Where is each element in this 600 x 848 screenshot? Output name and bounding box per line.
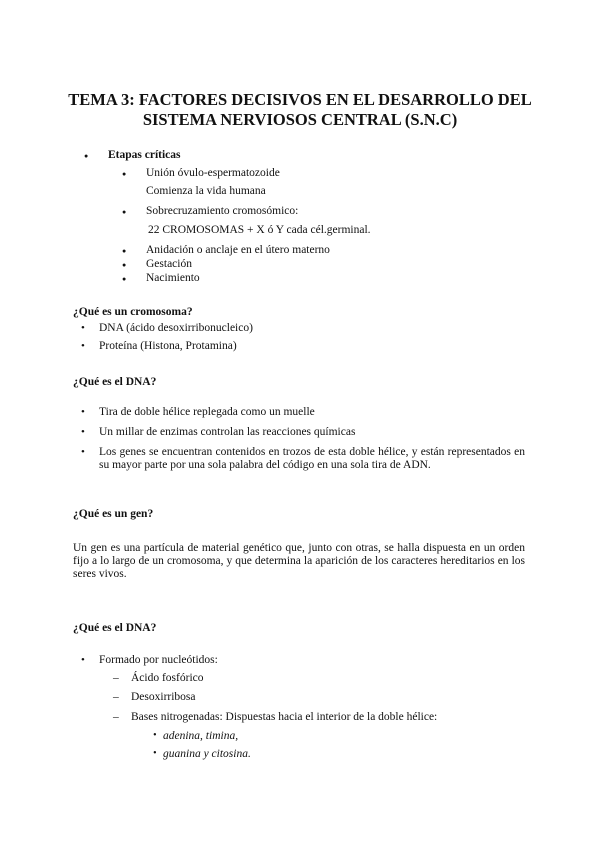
dna-item: • Un millar de enzimas controlan las reacciones químicas: [99, 426, 355, 438]
etapa-item: ● Gestación: [146, 258, 192, 270]
page-title-line2: SISTEMA NERVIOSOS CENTRAL (S.N.C): [142, 110, 458, 129]
dna-heading-2: ¿Qué es el DNA?: [73, 622, 157, 634]
dna2-subitem: – Bases nitrogenadas: Dispuestas hacia el interior de la doble hélice:: [131, 711, 437, 723]
etapas-heading: ● Etapas críticas: [108, 149, 181, 161]
etapa-item: ● Unión óvulo-espermatozoide: [146, 167, 280, 179]
dna-item: • Tira de doble hélice replegada como un muelle: [99, 406, 315, 418]
gen-paragraph: Un gen es una partícula de material genético que, junto con otras, se halla dispuesta en un orden fijo a lo largo de un cromosoma, y que determina la aparición de los caracteres hereditarios en los seres vivos.: [73, 542, 525, 580]
gen-heading: ¿Qué es un gen?: [73, 508, 154, 520]
etapa-item: ● Nacimiento: [146, 272, 200, 284]
cromosoma-heading: ¿Qué es un cromosoma?: [73, 306, 193, 318]
base-item: • guanina y citosina.: [163, 748, 251, 760]
cromosoma-item: • DNA (ácido desoxirribonucleico): [99, 322, 253, 334]
etapa-item: ● Sobrecruzamiento cromosómico:: [146, 205, 298, 217]
etapa-subitem: 22 CROMOSOMAS + X ó Y cada cél.germinal.: [148, 224, 371, 236]
dna-item: • Los genes se encuentran contenidos en trozos de esta doble hélice, y están representados en su mayor parte por una sola palabra del código en una sola tira de ADN.: [99, 446, 525, 472]
etapa-subitem: Comienza la vida humana: [146, 185, 266, 197]
page-title-line1: TEMA 3: FACTORES DECISIVOS EN EL DESARROLLO DEL: [68, 90, 532, 109]
cromosoma-item: • Proteína (Histona, Protamina): [99, 340, 237, 352]
base-item: • adenina, timina,: [163, 730, 238, 742]
dna-heading: ¿Qué es el DNA?: [73, 376, 157, 388]
dna2-subitem: – Desoxirribosa: [131, 691, 196, 703]
dna2-item: • Formado por nucleótidos:: [99, 654, 218, 666]
etapa-item: ● Anidación o anclaje en el útero materno: [146, 244, 330, 256]
dna2-subitem: – Ácido fosfórico: [131, 672, 204, 684]
